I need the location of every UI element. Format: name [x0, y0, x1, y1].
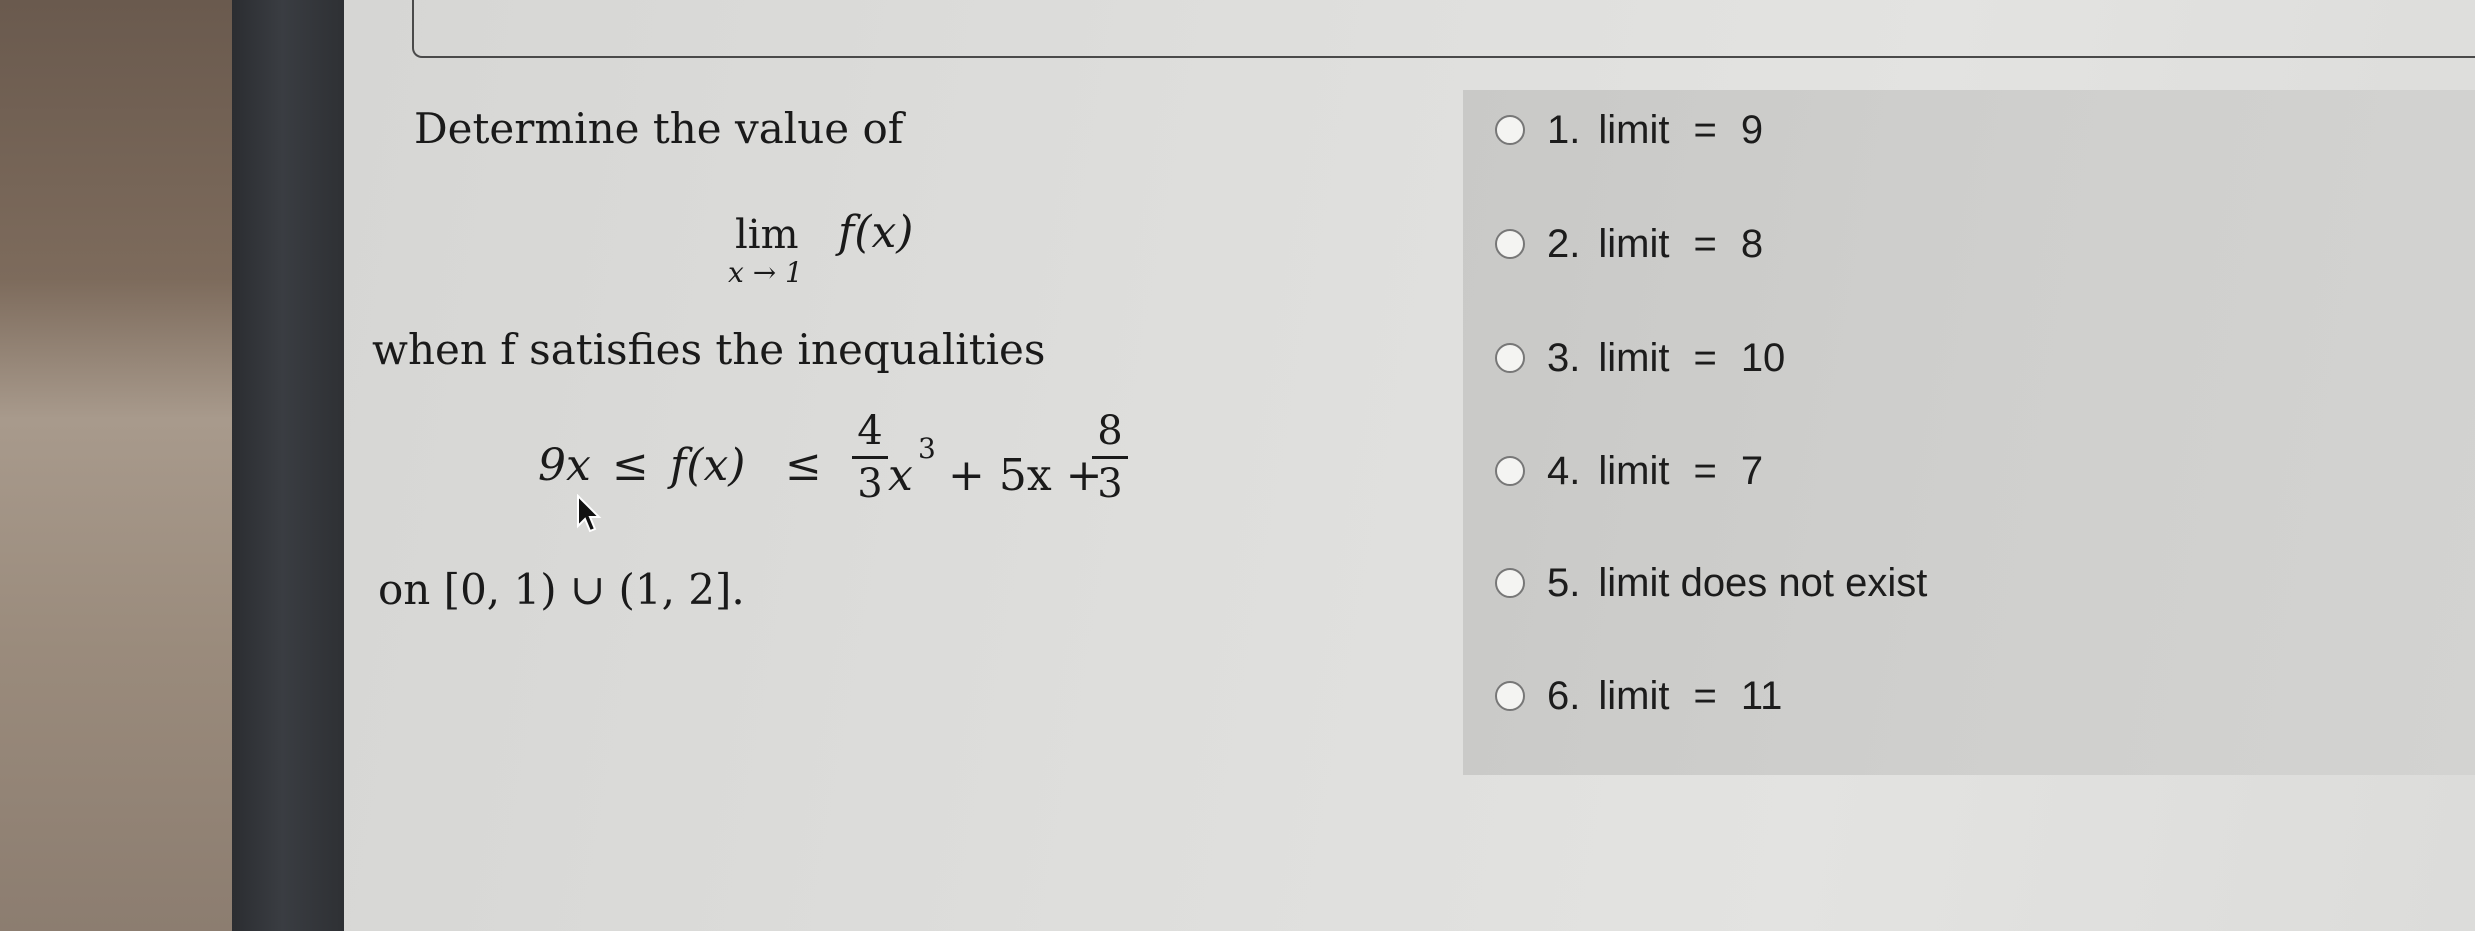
- radio-button-icon[interactable]: [1495, 568, 1525, 598]
- ineq-le-1: ≤: [612, 440, 649, 491]
- frac1-denominator: 3: [857, 461, 883, 507]
- ineq-exponent: 3: [918, 432, 936, 465]
- ineq-middle: f(x): [670, 440, 746, 491]
- frac1-numerator: 4: [857, 408, 883, 454]
- option-4-label: 4. limit = 7: [1547, 448, 1764, 493]
- frac2-denominator: 3: [1097, 461, 1123, 507]
- limit-operator: lim: [735, 212, 799, 258]
- radio-button-icon[interactable]: [1495, 115, 1525, 145]
- previous-question-box: [412, 0, 2475, 58]
- radio-button-icon[interactable]: [1495, 229, 1525, 259]
- desk-background: [0, 0, 240, 931]
- question-domain: on [0, 1) ∪ (1, 2].: [378, 565, 745, 614]
- frac2-numerator: 8: [1097, 408, 1123, 454]
- option-1-label: 1. limit = 9: [1547, 107, 1764, 152]
- fraction-4-3: [852, 408, 888, 507]
- option-2-label: 2. limit = 8: [1547, 221, 1764, 266]
- option-3-label: 3. limit = 10: [1547, 335, 1786, 380]
- question-condition: when f satisfies the inequalities: [372, 325, 1046, 374]
- ineq-le-2: ≤: [785, 440, 822, 491]
- question-intro: Determine the value of: [414, 104, 904, 153]
- option-2[interactable]: [1495, 214, 1763, 274]
- ineq-term-x: x: [888, 450, 913, 501]
- option-5[interactable]: [1495, 553, 1927, 613]
- radio-button-icon[interactable]: [1495, 681, 1525, 711]
- option-1[interactable]: [1495, 100, 1763, 160]
- mouse-pointer-icon: [576, 494, 602, 534]
- option-4[interactable]: [1495, 441, 1763, 501]
- option-5-label: 5. limit does not exist: [1547, 560, 1928, 605]
- fraction-8-3: [1092, 408, 1128, 507]
- ineq-plus-5x: + 5x +: [948, 450, 1103, 501]
- option-3[interactable]: [1495, 328, 1785, 388]
- option-6[interactable]: [1495, 666, 1782, 726]
- monitor-bezel: [232, 0, 344, 931]
- limit-subscript: x → 1: [728, 256, 803, 289]
- radio-button-icon[interactable]: [1495, 456, 1525, 486]
- ineq-left: 9x: [538, 440, 591, 491]
- option-6-label: 6. limit = 11: [1547, 673, 1783, 718]
- radio-button-icon[interactable]: [1495, 343, 1525, 373]
- limit-function: f(x): [838, 207, 914, 258]
